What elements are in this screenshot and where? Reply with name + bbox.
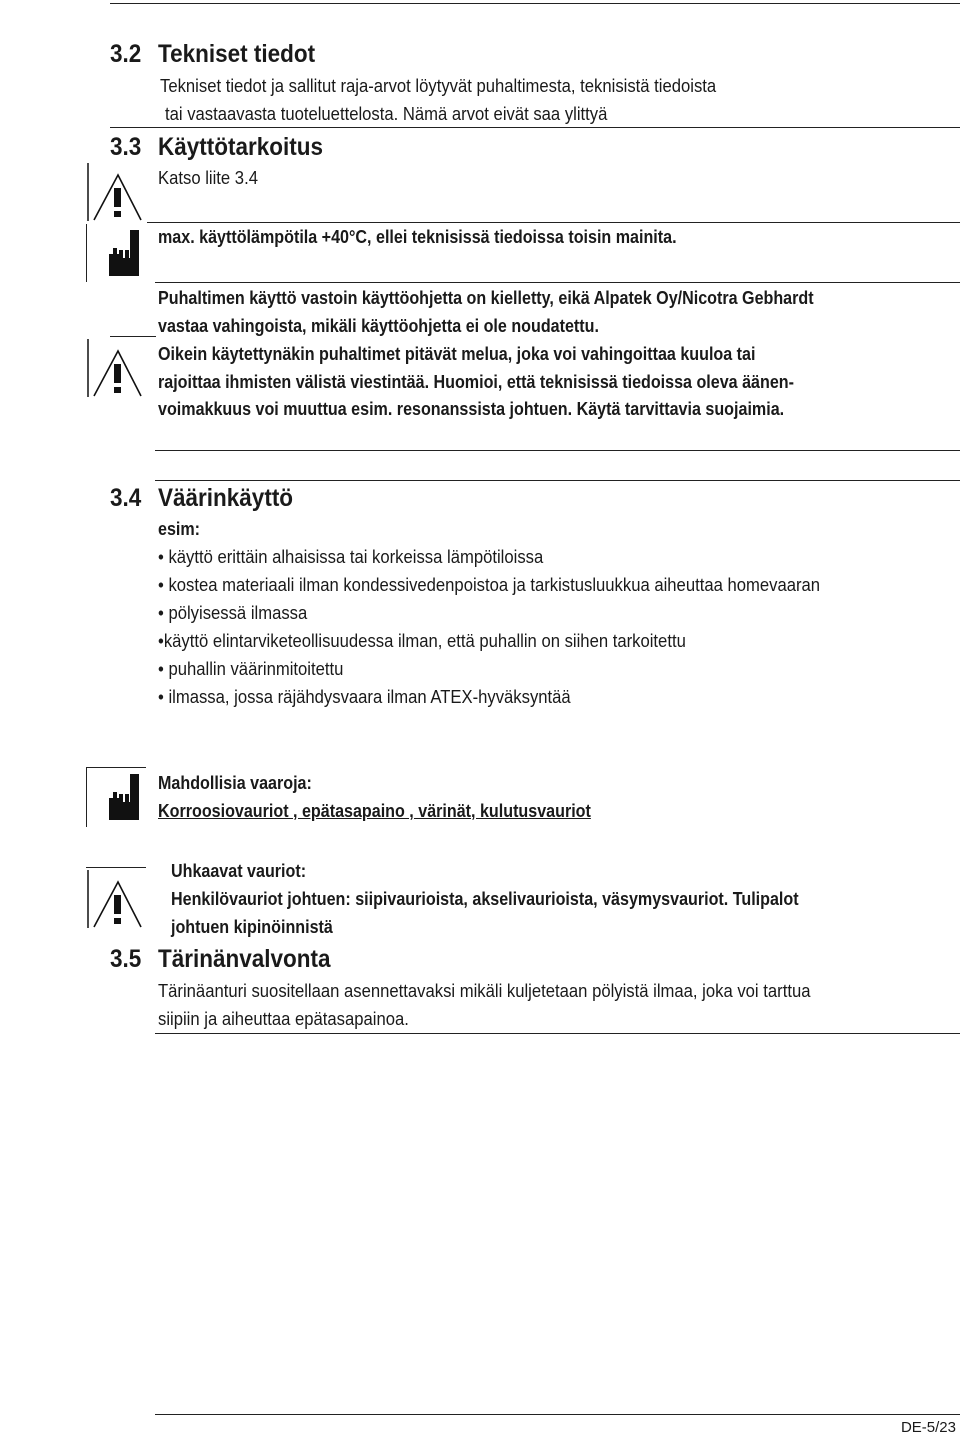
- warning-triangle-icon: [86, 162, 148, 222]
- threats-line: johtuen kipinöinnistä: [171, 916, 333, 937]
- intro-text: esim:: [158, 518, 201, 539]
- hand-stop-icon: [105, 226, 145, 282]
- section-title: Käyttötarkoitus: [158, 133, 324, 161]
- warning-line: voimakkuus voi muuttua esim. resonanssista johtuen. Käytä tarvittavia suojaimia.: [158, 398, 785, 419]
- list-item: • pölyisessä ilmassa: [158, 602, 308, 623]
- divider: [110, 336, 156, 337]
- hazards-title: Mahdollisia vaaroja:: [158, 772, 312, 793]
- section-title: Tärinänvalvonta: [158, 945, 331, 973]
- divider: [155, 1033, 960, 1034]
- divider: [155, 282, 960, 283]
- paragraph-line: tai vastaavasta tuoteluettelosta. Nämä arvot eivät saa ylittyä: [165, 103, 608, 124]
- section-number: 3.2: [110, 40, 142, 68]
- section-number: 3.5: [110, 945, 142, 973]
- divider: [86, 767, 146, 768]
- divider: [147, 222, 960, 223]
- warning-line: Puhaltimen käyttö vastoin käyttöohjetta on kielletty, eikä Alpatek Oy/Nicotra Gebhardt: [158, 287, 814, 308]
- warning-line: rajoittaa ihmisten välistä viestintää. Huomioi, että teknisissä tiedoissa oleva äänen-: [158, 371, 794, 392]
- reference-text: Katso liite 3.4: [158, 167, 258, 188]
- section-title: Väärinkäyttö: [158, 484, 294, 512]
- divider: [110, 127, 960, 128]
- warning-line: Oikein käytettynäkin puhaltimet pitävät melua, joka voi vahingoittaa kuuloa tai: [158, 343, 756, 364]
- paragraph-line: siipiin ja aiheuttaa epätasapainoa.: [158, 1008, 409, 1029]
- section-title: Tekniset tiedot: [158, 40, 316, 68]
- threats-line: Henkilövauriot johtuen: siipivaurioista, akselivaurioista, väsymysvauriot. Tulipalot: [171, 888, 799, 909]
- list-item: • puhallin väärinmitoitettu: [158, 658, 344, 679]
- warning-line: vastaa vahingoista, mikäli käyttöohjetta ei ole noudatettu.: [158, 315, 599, 336]
- hand-stop-icon: [105, 770, 145, 826]
- divider: [155, 480, 960, 481]
- list-item: • käyttö erittäin alhaisissa tai korkeissa lämpötiloissa: [158, 546, 544, 567]
- temperature-note: max. käyttölämpötila +40°C, ellei teknisissä tiedoissa toisin mainita.: [158, 226, 677, 247]
- list-item: • kostea materiaali ilman kondessivedenpoistoa ja tarkistusluukkua aiheuttaa homevaaran: [158, 574, 821, 595]
- divider: [155, 450, 960, 451]
- warning-triangle-icon: [86, 869, 148, 929]
- warning-triangle-icon: [86, 338, 148, 398]
- paragraph-line: Tärinäanturi suositellaan asennettavaksi mikäli kuljetetaan pölyistä ilmaa, joka voi tarttua: [158, 980, 811, 1001]
- page-number: DE-5/23: [900, 1419, 956, 1436]
- list-item: •käyttö elintarviketeollisuudessa ilman, että puhallin on siihen tarkoitettu: [158, 630, 686, 651]
- icon-frame: [86, 767, 87, 827]
- section-number: 3.4: [110, 484, 142, 512]
- paragraph-line: Tekniset tiedot ja sallitut raja-arvot löytyvät puhaltimesta, teknisistä tiedoista: [160, 75, 717, 96]
- hazards-text: Korroosiovauriot , epätasapaino , värinät, kulutusvauriot: [158, 800, 591, 821]
- threats-title: Uhkaavat vauriot:: [171, 860, 307, 881]
- section-number: 3.3: [110, 133, 142, 161]
- top-rule: [110, 3, 960, 4]
- list-item: • ilmassa, jossa räjähdysvaara ilman ATEX-hyväksyntää: [158, 686, 571, 707]
- footer-rule: [155, 1414, 960, 1415]
- divider: [86, 867, 146, 868]
- icon-frame: [86, 224, 87, 282]
